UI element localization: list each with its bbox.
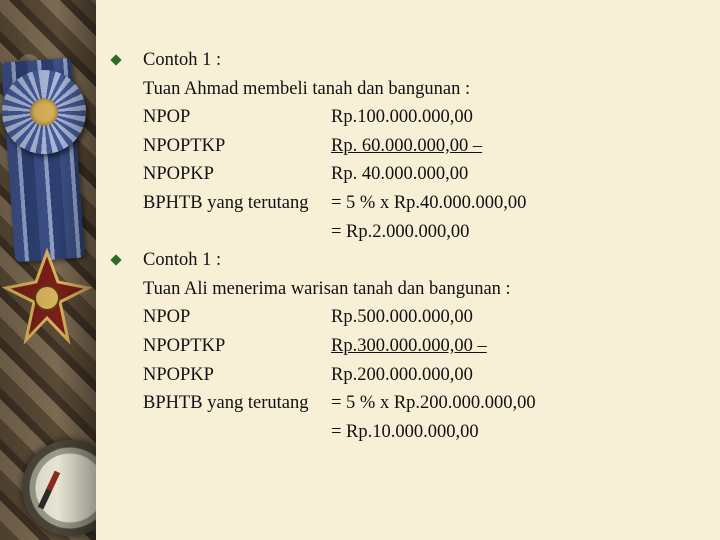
calc-result-row (112, 418, 712, 447)
decorative-photo-strip (0, 0, 96, 540)
calc-row (112, 332, 712, 361)
calc-value: Rp.500.000.000,00 (331, 307, 473, 328)
calc-row (112, 361, 712, 390)
example-heading-line (112, 46, 712, 75)
example-intro: Tuan Ahmad membeli tanah dan bangunan : (143, 78, 471, 99)
calc-value: = 5 % x Rp.40.000.000,00 (331, 192, 527, 213)
example-heading: Contoh 1 : (143, 50, 222, 70)
calc-value: Rp. 40.000.000,00 (331, 164, 469, 185)
calc-label: NPOPKP (143, 364, 214, 385)
calc-value: Rp.200.000.000,00 (331, 364, 473, 385)
example-intro: Tuan Ali menerima warisan tanah dan bangunan : (143, 278, 511, 299)
example-heading: Contoh 1 : (143, 250, 222, 271)
calc-row (112, 389, 712, 418)
calc-row (112, 160, 712, 189)
slide-content (112, 46, 712, 446)
calc-value: Rp.300.000.000,00 – (331, 335, 487, 356)
calc-label: BPHTB yang terutang (143, 192, 309, 213)
calc-result: = Rp.10.000.000,00 (331, 421, 479, 442)
calc-label: NPOPTKP (143, 135, 226, 156)
calc-value: Rp. 60.000.000,00 – (331, 135, 483, 156)
diamond-bullet-icon (110, 54, 121, 65)
calc-result-row (112, 218, 712, 247)
calc-row (112, 189, 712, 218)
diamond-bullet-icon (110, 254, 121, 265)
example-heading-line (112, 246, 712, 275)
calc-label: NPOP (143, 307, 191, 328)
calc-label: BPHTB yang terutang (143, 393, 309, 414)
calc-row (112, 132, 712, 161)
calc-label: NPOPTKP (143, 335, 226, 356)
calc-row (112, 103, 712, 132)
calc-label: NPOP (143, 107, 191, 128)
calc-value: Rp.100.000.000,00 (331, 107, 473, 128)
calc-label: NPOPKP (143, 164, 214, 185)
calc-value: = 5 % x Rp.200.000.000,00 (331, 393, 536, 414)
calc-result: = Rp.2.000.000,00 (331, 221, 470, 242)
calc-row (112, 303, 712, 332)
